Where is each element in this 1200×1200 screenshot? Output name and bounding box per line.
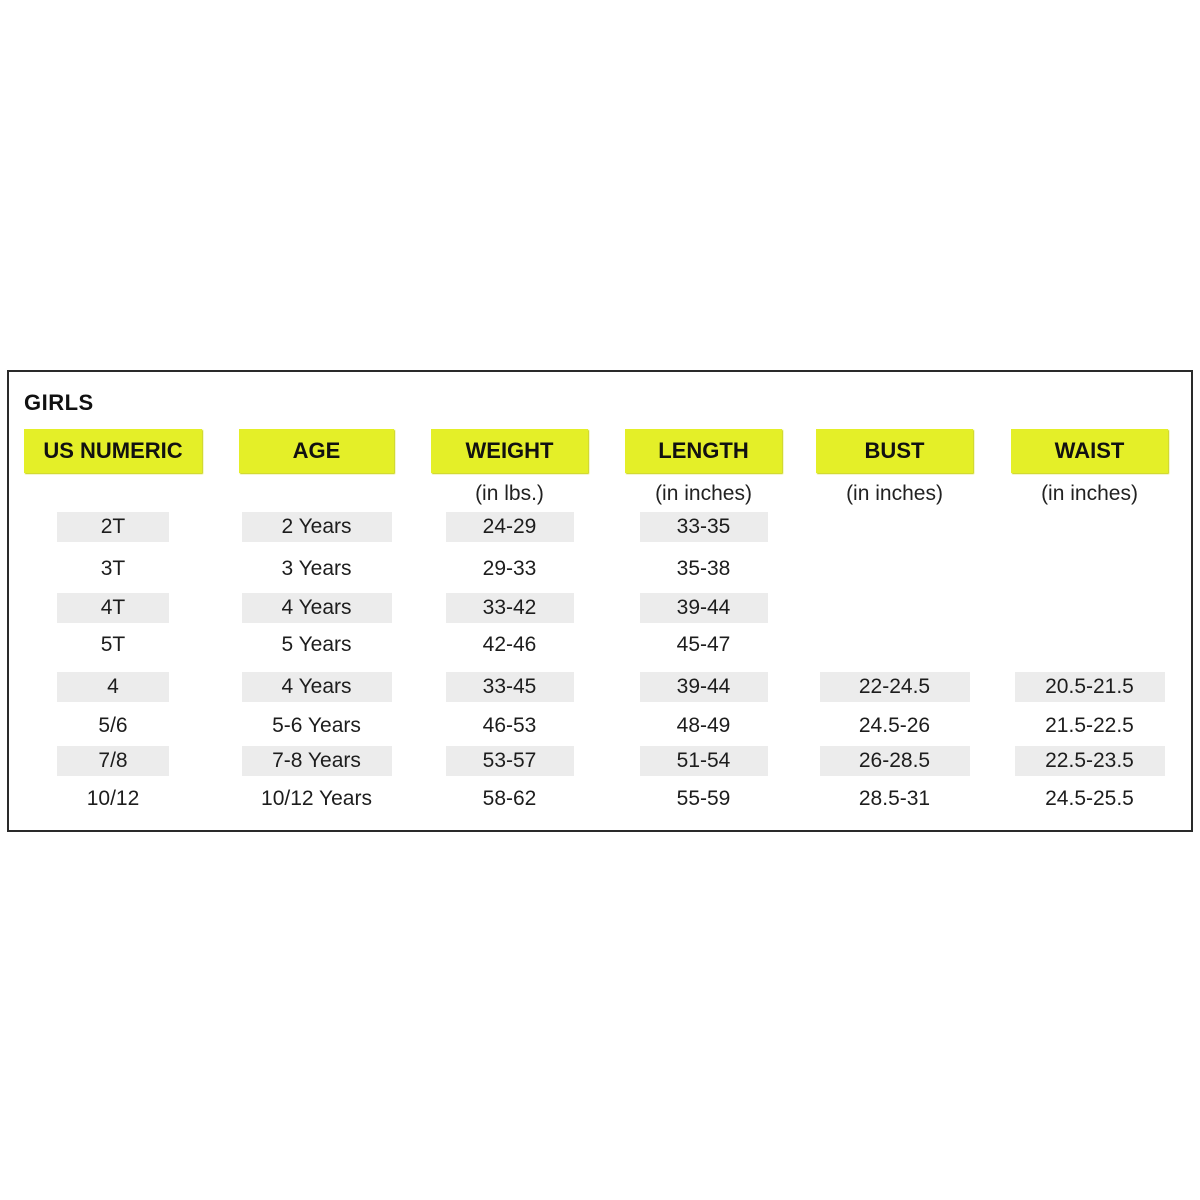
table-cell: 58-62 (482, 787, 537, 810)
table-cell: 51-54 (640, 746, 768, 776)
table-cell: 45-47 (676, 633, 731, 656)
table-cell: 7/8 (57, 746, 169, 776)
table-cell: 42-46 (482, 633, 537, 656)
table-cell: 33-45 (446, 672, 574, 702)
table-cell: 20.5-21.5 (1015, 672, 1165, 702)
column-header: AGE (239, 429, 394, 473)
table-cell: 21.5-22.5 (1045, 714, 1134, 737)
table-cell: 5 Years (281, 633, 352, 656)
table-cell: 4 (57, 672, 169, 702)
table-cell: 39-44 (640, 672, 768, 702)
size-chart (7, 370, 1193, 832)
table-cell: 2 Years (242, 512, 392, 542)
table-cell: 53-57 (446, 746, 574, 776)
table-cell: 5T (100, 633, 126, 656)
table-cell: 4 Years (242, 593, 392, 623)
column-unit: (in inches) (1041, 482, 1138, 505)
table-cell: 22-24.5 (820, 672, 970, 702)
table-cell: 2T (57, 512, 169, 542)
table-cell: 29-33 (482, 557, 537, 580)
column-header: WAIST (1011, 429, 1168, 473)
table-cell: 26-28.5 (820, 746, 970, 776)
table-cell: 24-29 (446, 512, 574, 542)
table-cell: 4 Years (242, 672, 392, 702)
table-cell: 28.5-31 (858, 787, 931, 810)
table-cell: 55-59 (676, 787, 731, 810)
table-cell: 10/12 Years (261, 787, 372, 810)
table-cell: 4T (57, 593, 169, 623)
column-unit: (in inches) (655, 482, 752, 505)
table-cell: 22.5-23.5 (1015, 746, 1165, 776)
column-unit: (in lbs.) (475, 482, 544, 505)
table-cell: 33-35 (640, 512, 768, 542)
section-title: GIRLS (24, 390, 94, 415)
table-cell: 5/6 (98, 714, 128, 737)
column-header: WEIGHT (431, 429, 588, 473)
table-cell: 46-53 (482, 714, 537, 737)
table-cell: 35-38 (676, 557, 731, 580)
table-cell: 24.5-26 (858, 714, 931, 737)
table-cell: 33-42 (446, 593, 574, 623)
column-unit: (in inches) (846, 482, 943, 505)
table-cell: 3 Years (281, 557, 352, 580)
table-cell: 5-6 Years (272, 714, 361, 737)
table-cell: 7-8 Years (242, 746, 392, 776)
column-header: BUST (816, 429, 973, 473)
table-cell: 3T (100, 557, 126, 580)
table-cell: 10/12 (86, 787, 140, 810)
table-cell: 24.5-25.5 (1045, 787, 1134, 810)
column-header: US NUMERIC (24, 429, 202, 473)
table-cell: 39-44 (640, 593, 768, 623)
table-cell: 48-49 (676, 714, 731, 737)
column-header: LENGTH (625, 429, 782, 473)
